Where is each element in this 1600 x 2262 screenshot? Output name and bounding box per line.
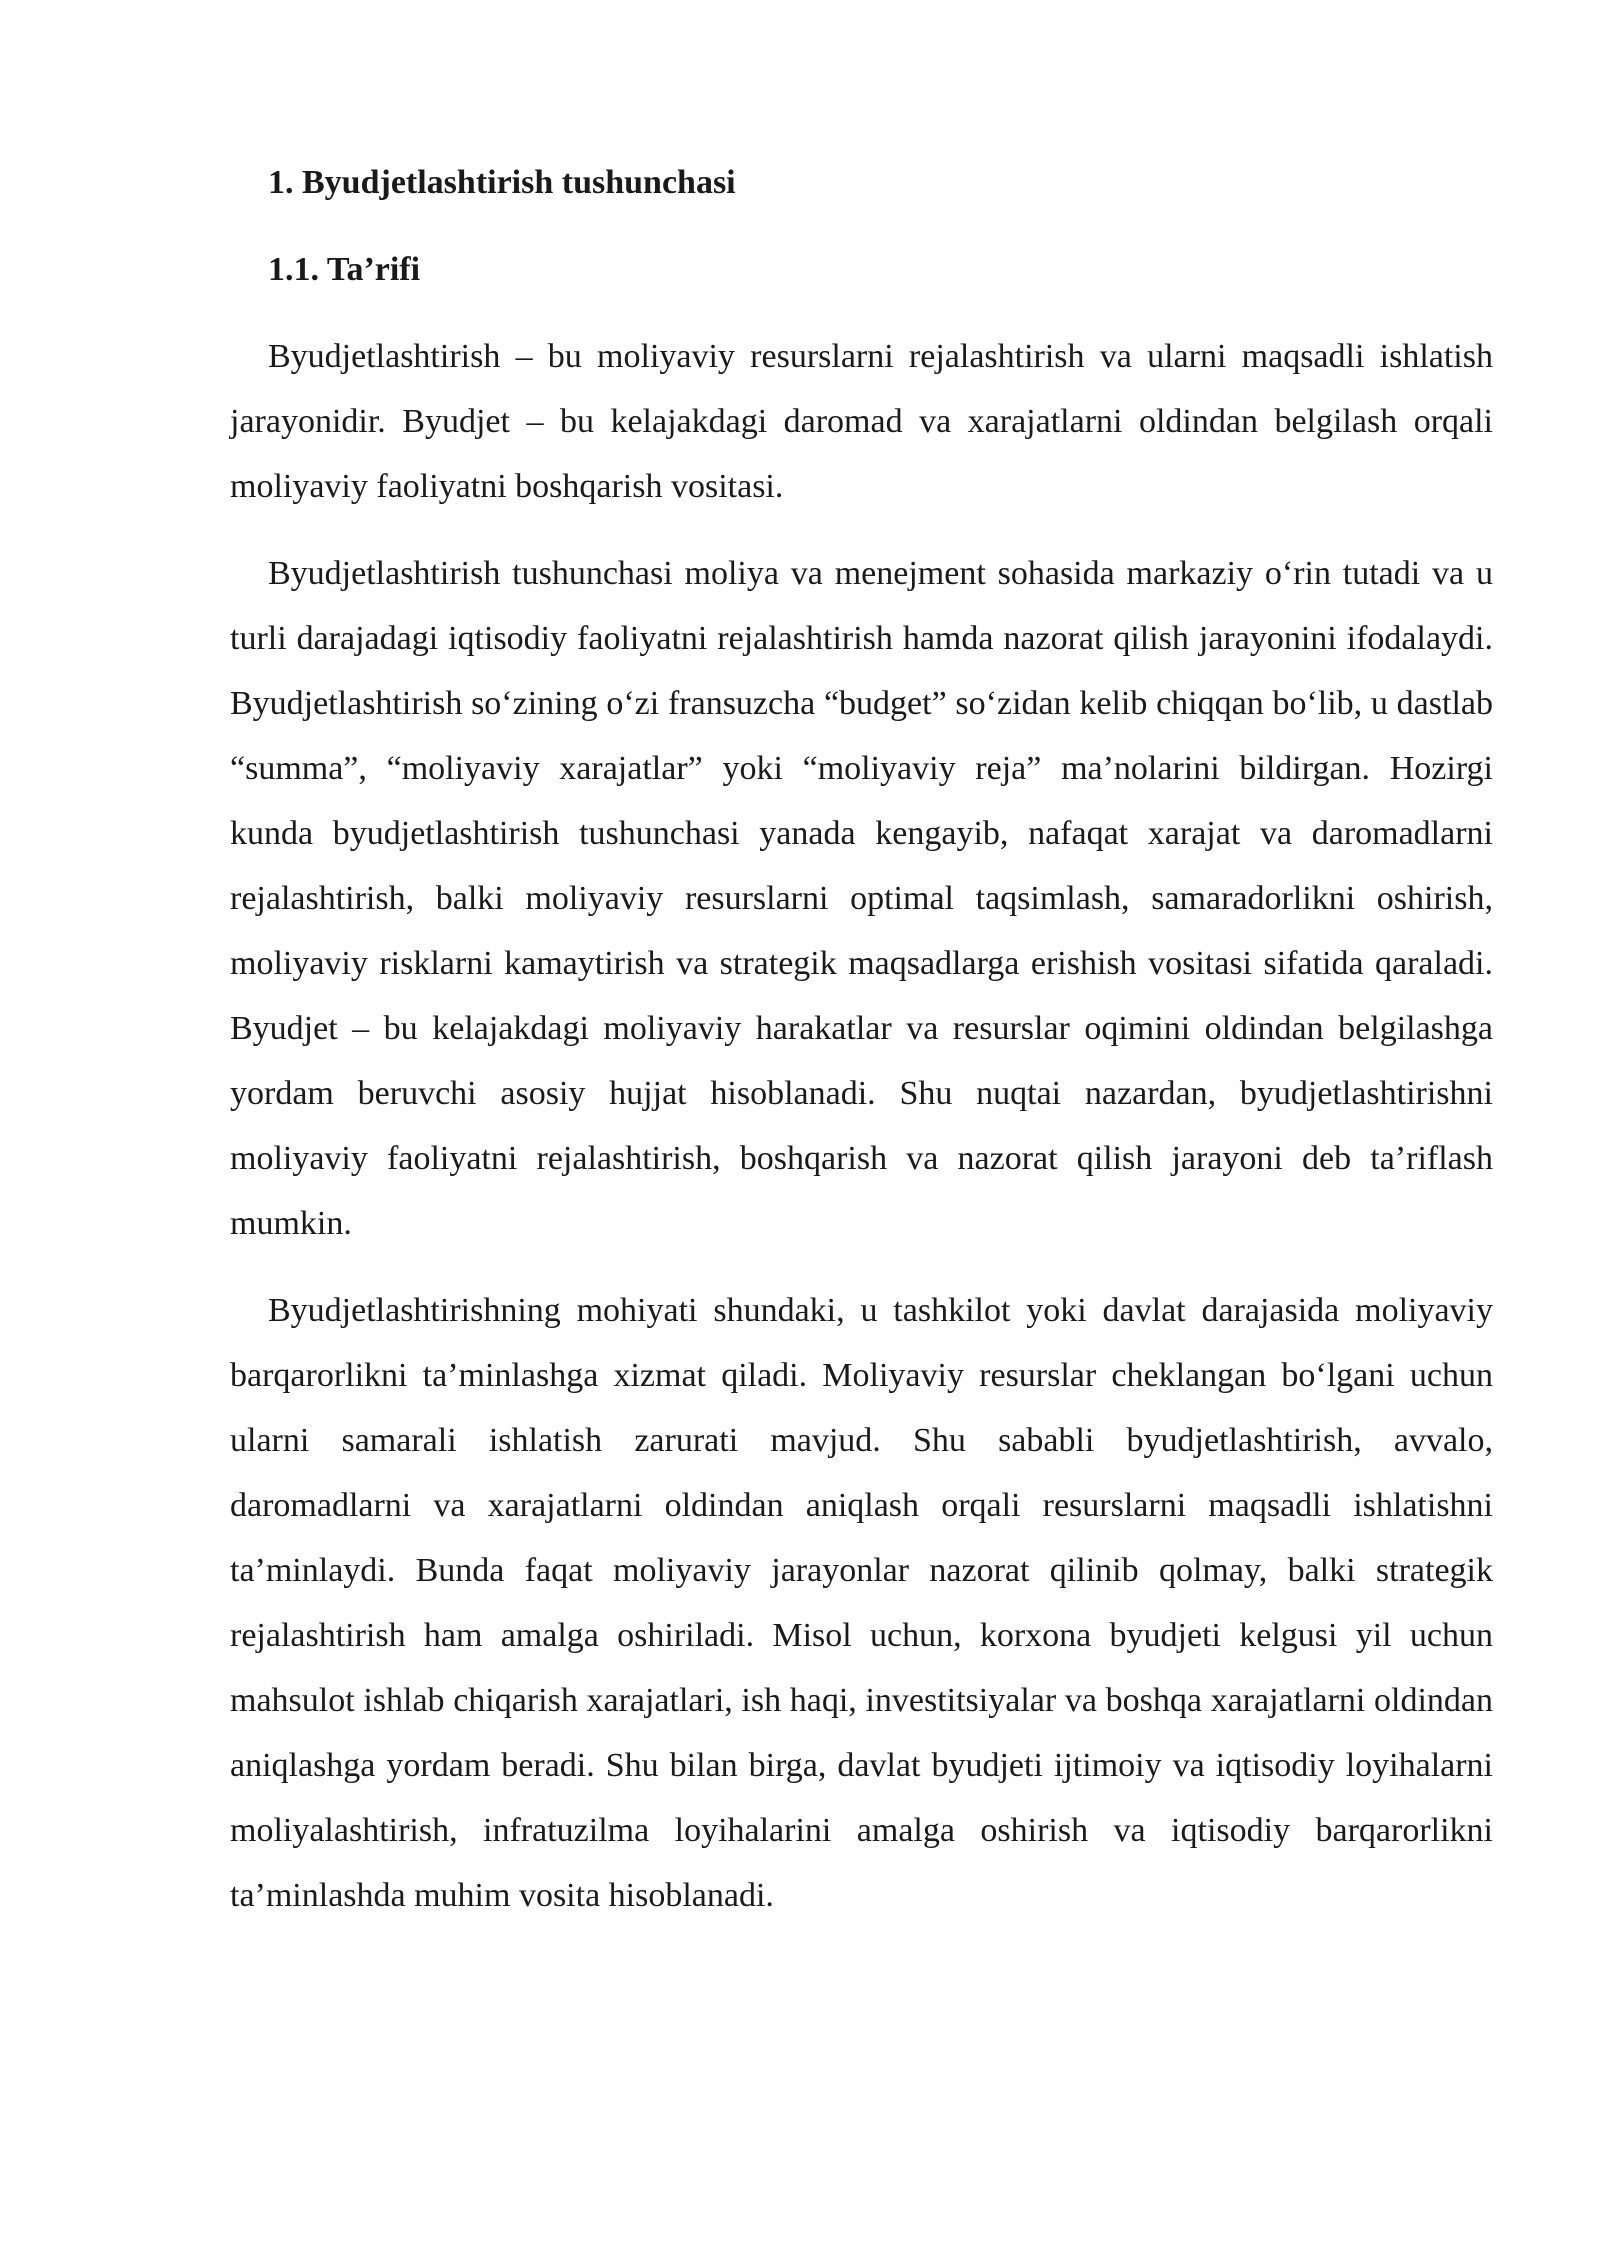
subsection-heading: 1.1. Ta’rifi [268,251,421,288]
document-body [230,150,1493,1950]
paragraph-definition: Byudjetlashtirish – bu moliyaviy resurslarni rejalashtirish va ularni maqsadli ishlatish jarayonidir. Byudjet – bu kelajakdagi daromad va xarajatlarni oldindan belgilash orqali moliyaviy faoliyatni boshqarish vositasi. [230,338,1493,505]
section-heading: 1. Byudjetlashtirish tushunchasi [268,164,736,201]
paragraph-concept: Byudjetlashtirish tushunchasi moliya va menejment sohasida markaziy o‘rin tutadi va u turli darajadagi iqtisodiy faoliyatni rejalashtirish hamda nazorat qilish jarayonini ifodalaydi. Byudjetlashtirish so‘zining o‘zi fransuzcha “budget” so‘zidan kelib chiqqan bo‘lib, u dastlab “summa”, “moliyaviy xarajatlar” yoki “moliyaviy reja” ma’nolarini bildirgan. Hozirgi kunda byudjetlashtirish tushunchasi yanada kengayib, nafaqat xarajat va daromadlarni rejalashtirish, balki moliyaviy resurslarni optimal taqsimlash, samaradorlikni oshirish, moliyaviy risklarni kamaytirish va strategik maqsadlarga erishish vositasi sifatida qaraladi. Byudjet – bu kelajakdagi moliyaviy harakatlar va resurslar oqimini oldindan belgilashga yordam beruvchi asosiy hujjat hisoblanadi. Shu nuqtai nazardan, byudjetlashtirishni moliyaviy faoliyatni rejalashtirish, boshqarish va nazorat qilish jarayoni deb ta’riflash mumkin. [230,555,1493,1242]
paragraph-essence: Byudjetlashtirishning mohiyati shundaki, u tashkilot yoki davlat darajasida moliyaviy barqarorlikni ta’minlashga xizmat qiladi. Moliyaviy resurslar cheklangan bo‘lgani uchun ularni samarali ishlatish zarurati mavjud. Shu sababli byudjetlashtirish, avvalo, daromadlarni va xarajatlarni oldindan aniqlash orqali resurslarni maqsadli ishlatishni ta’minlaydi. Bunda faqat moliyaviy jarayonlar nazorat qilinib qolmay, balki strategik rejalashtirish ham amalga oshiriladi. Misol uchun, korxona byudjeti kelgusi yil uchun mahsulot ishlab chiqarish xarajatlari, ish haqi, investitsiyalar va boshqa xarajatlarni oldindan aniqlashga yordam beradi. Shu bilan birga, davlat byudjeti ijtimoiy va iqtisodiy loyihalarni moliyalashtirish, infratuzilma loyihalarini amalga oshirish va iqtisodiy barqarorlikni ta’minlashda muhim vosita hisoblanadi. [230,1292,1493,1914]
